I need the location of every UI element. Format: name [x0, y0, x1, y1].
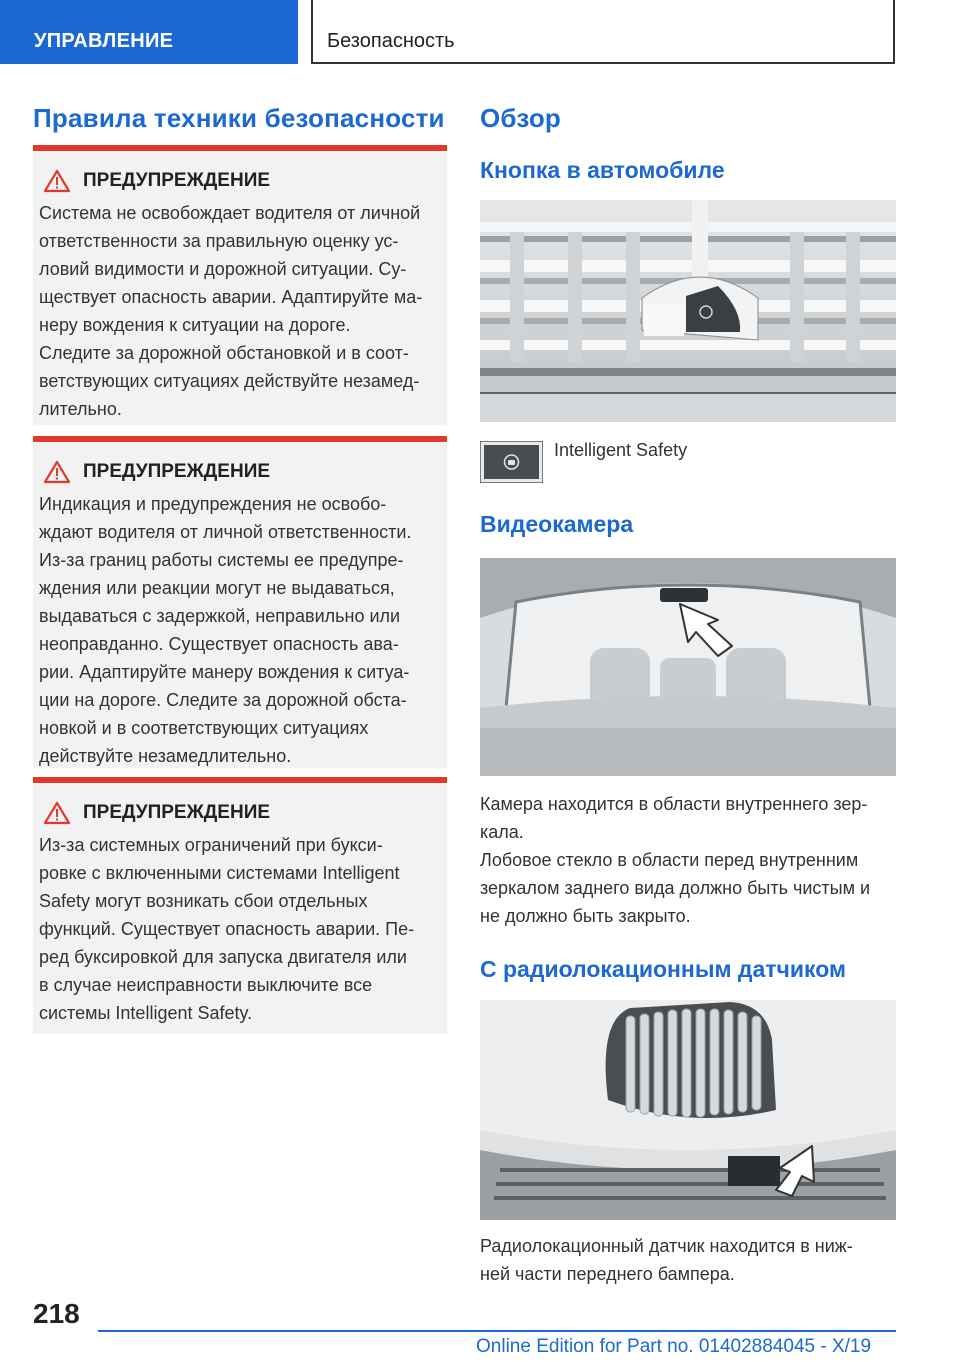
footer-divider: [98, 1330, 896, 1332]
intelligent-safety-button-icon: [480, 441, 543, 483]
chapter-title: Безопасность: [311, 0, 895, 64]
intelligent-safety-label: Intelligent Safety: [554, 440, 688, 460]
vehicle-button-illustration: [480, 200, 896, 422]
page-number: 218: [33, 1298, 80, 1329]
right-column: [480, 102, 896, 1284]
camera-location-text: Камера находится в области внутреннего зер- кала.: [480, 794, 868, 842]
camera-location-illustration: [480, 558, 896, 776]
safety-title: Правила техники безопасности: [33, 103, 445, 133]
camera-photo: [480, 558, 896, 776]
warning-box-3: [33, 777, 447, 1034]
warning-header: [39, 460, 439, 484]
left-column: [33, 102, 447, 1023]
button-section-heading: Кнопка в автомобиле: [480, 157, 725, 183]
edition-footer: Online Edition for Part no. 01402884045 - X/19: [476, 1336, 872, 1357]
warning-triangle-icon: [43, 801, 71, 825]
warning-box-1: [33, 145, 447, 425]
warning-box-2: [33, 436, 447, 768]
radar-location-text: Радиолокационный датчик находится в ниж- ней части переднего бампера.: [480, 1236, 853, 1284]
vehicle-button-photo: [480, 200, 896, 422]
warning-header: [39, 169, 439, 193]
warning-triangle-icon: [43, 169, 71, 193]
radar-section-heading: С радиолокационным датчиком: [480, 956, 846, 982]
warning-text: Система не освобождает водителя от личной ответственности за правильную оценку ус- ловий видимости и дорожной ситуации. Су- ществует опасность аварии. Адаптируйте ма- неру вождения к ситуации на дороге. Следите за дорожной обстановкой и в соот- ветствующих ситуациях действуйте незамед- лительно.: [39, 203, 423, 419]
warning-title: ПРЕДУПРЕЖДЕНИЕ: [83, 802, 271, 823]
warning-text: Из-за системных ограничений при букси- ровке с включенными системами Intelligent Safety могут возникать сбои отдельных функций. Существует опасность аварии. Пе- ред буксировкой для запуска двигателя или в случае неисправности выключите все системы Intelligent Safety.: [39, 835, 415, 1023]
windshield-text: Лобовое стекло в области перед внутренним зеркалом заднего вида должно быть чистым и не должно быть закрыто.: [480, 850, 871, 926]
section-tab: УПРАВЛЕНИЕ: [0, 0, 298, 64]
warning-header: [39, 801, 439, 825]
warning-title: ПРЕДУПРЕЖДЕНИЕ: [83, 170, 271, 191]
warning-title: ПРЕДУПРЕЖДЕНИЕ: [83, 461, 271, 482]
warning-triangle-icon: [43, 460, 71, 484]
warning-text: Индикация и предупреждения не освобо- ждают водителя от личной ответственности. Из-за границ работы системы ее предупре- ждения или реакции могут не выдаваться, выдаваться с задержкой, неправильно или неоправданно. Существует опасность ава- рии. Адаптируйте манеру вождения к ситуа- ции на дороге. Следите за дорожной обста- новкой и в соответствующих ситуациях действуйте незамедлительно.: [39, 494, 412, 766]
radar-photo: [480, 1000, 896, 1220]
overview-title: Обзор: [480, 103, 561, 133]
radar-sensor-illustration: [480, 1000, 896, 1220]
camera-section-heading: Видеокамера: [480, 511, 634, 537]
